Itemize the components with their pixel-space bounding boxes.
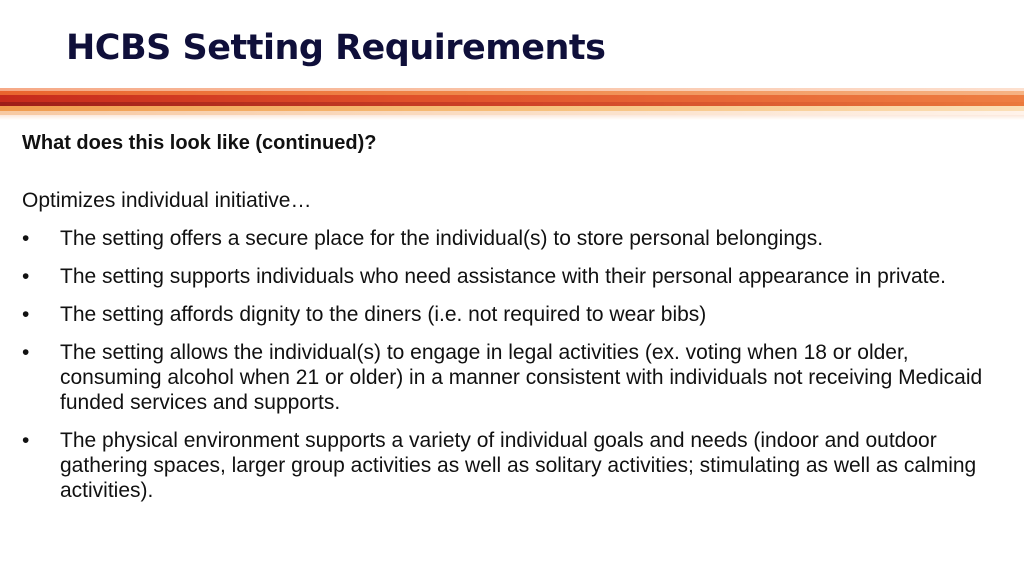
bullet-item [22,264,1012,289]
bullet-item [22,428,1012,503]
bullet-text: The setting allows the individual(s) to engage in legal activities (ex. voting when 18 or older, consuming alcohol when 21 or older) in a manner consistent with individuals not receiving Medicaid funded services and supports. [60,341,983,414]
bullet-icon: • [22,303,30,326]
bullet-icon: • [22,429,30,452]
bullet-icon: • [22,341,30,364]
bullet-icon: • [22,265,30,288]
bullet-text: The setting offers a secure place for the individual(s) to store personal belongings. [60,227,824,250]
intro-text: Optimizes individual initiative… [22,189,312,212]
decorative-header-band [0,88,1024,120]
bullet-text: The physical environment supports a variety of individual goals and needs (indoor and outdoor gathering spaces, larger group activities as well as solitary activities; stimulating as well as calming activities). [60,429,977,502]
slide-title: HCBS Setting Requirements [66,28,606,68]
bullet-list [22,226,1012,516]
section-subtitle: What does this look like (continued)? [22,132,377,154]
bullet-text: The setting affords dignity to the diners (i.e. not required to wear bibs) [60,303,707,326]
band-stripe [0,95,1024,102]
bullet-icon: • [22,227,30,250]
bullet-item [22,302,1012,327]
bullet-item [22,340,1012,415]
bullet-item [22,226,1012,251]
band-stripe [0,115,1024,120]
bullet-text: The setting supports individuals who need assistance with their personal appearance in private. [60,265,947,288]
